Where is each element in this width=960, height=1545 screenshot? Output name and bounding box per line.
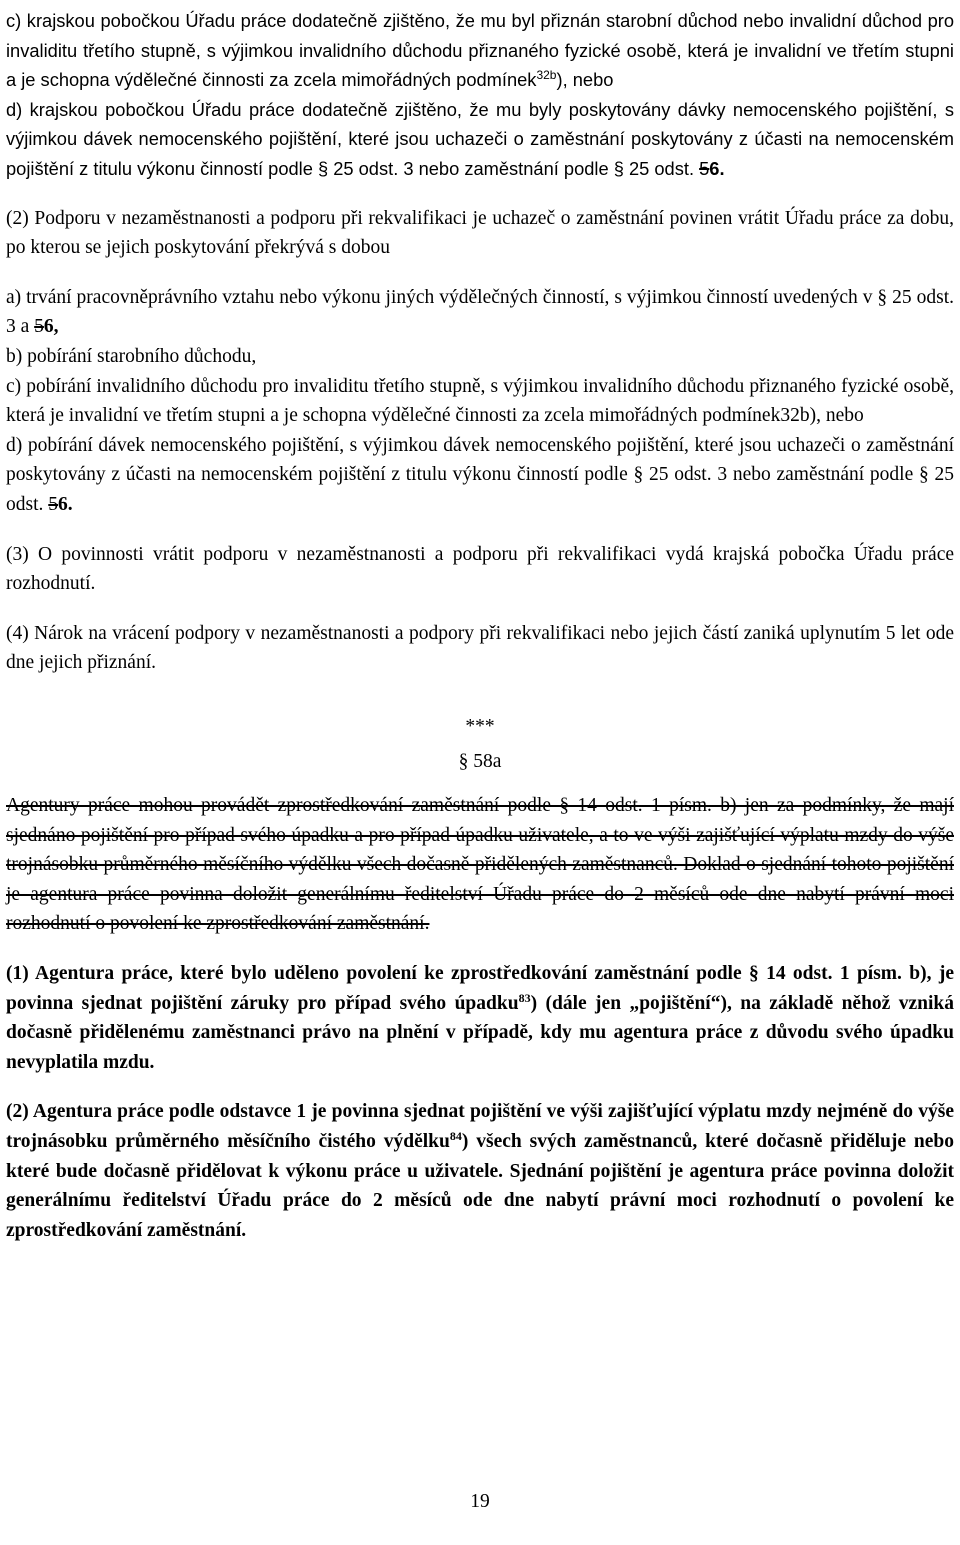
deleted-number: 5: [48, 493, 59, 515]
sec2-item-a: [6, 283, 954, 342]
section-heading: § 58a: [458, 751, 502, 773]
deleted-number: 5: [34, 316, 44, 338]
new-paragraph-2-tail: ) všech svých zaměstnanců, které dočasně přiděluje nebo které bude dočasně přidělovat k výkonu práce u uživatele. Sjednání pojištění je agentura práce povinna doložit generálnímu ředitelství Úřadu práce do 2 měsíců ode dne nabytí právní moci rozhodnutí o povolení ke zprostředkování zaměstnání.: [6, 1131, 955, 1241]
sec1-item-c-text: c) krajskou pobočkou Úřadu práce dodatečně zjištěno, že mu byl přiznán starobní důchod nebo invalidní důchod pro invaliditu třetího stupně, s výjimkou invalidního důchodu přiznaného fyzické osobě, která je invalidní ve třetím stupni a je schopna výdělečné činnosti za zcela mimořádných podmínek: [6, 10, 954, 91]
sec1-item-c-tail: ), nebo: [556, 69, 614, 91]
inserted-number: 6.: [58, 493, 73, 515]
new-paragraph-1-text: (1) Agentura práce, které bylo uděleno povolení ke zprostředkování zaměstnání podle § 14 odst. 1 písm. b), je povinna sjednat pojištění záruky pro případ svého úpadku: [6, 963, 954, 1014]
sec1-item-c: [6, 6, 954, 95]
sec1-item-d: [6, 95, 954, 184]
sec4-paragraph: (4) Nárok na vrácení podpory v nezaměstnanosti a podpory při rekvalifikaci nebo jejich částí zaniká uplynutím 5 let ode dne jejich přiznání.: [6, 622, 954, 674]
sec2-item-d: [6, 431, 954, 520]
new-paragraph-2: [6, 1097, 954, 1245]
sec2-item-d-text: d) pobírání dávek nemocenského pojištění, s výjimkou dávek nemocenského pojištění, které jsou uchazeči o zaměstnání poskytovány z účasti na nemocenském pojištění z titulu výkonu činností podle § 25 odst. 3 nebo zaměstnání podle § 25 odst.: [6, 434, 954, 515]
deleted-number: 5: [699, 157, 710, 179]
footnote-ref-84: 84: [449, 1129, 462, 1143]
inserted-number: 6.: [709, 157, 725, 179]
document-page: [6, 6, 954, 1245]
struck-paragraph: Agentury práce mohou provádět zprostředkování zaměstnání podle § 14 odst. 1 písm. b) jen za podmínky, že mají sjednáno pojištění pro případ svého úpadku a pro případ úpadku uživatele, a to ve výši zajišťující výplatu mzdy do výše trojnásobku průměrného měsíčního výdělku všech dočasně přidělených zaměstnanců. Doklad o sjednání tohoto pojištění je agentura práce povinna doložit generálnímu ředitelství Úřadu práce do 2 měsíců ode dne nabytí právní moci rozhodnutí o povolení ke zprostředkování zaměstnání.: [6, 795, 954, 935]
sec2-item-a-text: a) trvání pracovněprávního vztahu nebo výkonu jiných výdělečných činností, s výjimkou činností uvedených v § 25 odst. 3 a: [6, 286, 954, 338]
sec1-item-d-text: d) krajskou pobočkou Úřadu práce dodatečně zjištěno, že mu byly poskytovány dávky nemocenského pojištění, s výjimkou dávek nemocenského pojištění, které jsou uchazeči o zaměstnání poskytovány z účasti na nemocenském pojištění z titulu výkonu činností podle § 25 odst. 3 nebo zaměstnání podle § 25 odst.: [6, 98, 954, 179]
inserted-number: 6,: [43, 316, 59, 338]
sec2-item-b: b) pobírání starobního důchodu,: [6, 345, 257, 367]
separator-stars: ***: [465, 715, 495, 737]
footnote-ref-32b: 32b: [536, 68, 557, 83]
sec2-intro: (2) Podporu v nezaměstnanosti a podporu při rekvalifikaci je uchazeč o zaměstnání povinen vrátit Úřadu práce za dobu, po kterou se jejich poskytování překrývá s dobou: [6, 207, 954, 259]
new-paragraph-2-text: (2) Agentura práce podle odstavce 1 je povinna sjednat pojištění ve výši zajišťující výplatu mzdy nejméně do výše trojnásobku průměrného měsíčního čistého výdělku: [6, 1101, 954, 1152]
sec2-item-c: c) pobírání invalidního důchodu pro invaliditu třetího stupně, s výjimkou invalidního důchodu přiznaného fyzické osobě, která je invalidní ve třetím stupni a je schopna výdělečné činnosti za zcela mimořádných podmínek32b), nebo: [6, 375, 954, 427]
footnote-ref-83: 83: [518, 990, 531, 1005]
sec3-paragraph: (3) O povinnosti vrátit podporu v nezaměstnanosti a podporu při rekvalifikaci vydá krajská pobočka Úřadu práce rozhodnutí.: [6, 543, 954, 595]
new-paragraph-1: [6, 959, 954, 1077]
page-number: 19: [470, 1491, 490, 1512]
new-paragraph-1-tail: ) (dále jen „pojištění“), na základě něhož vzniká dočasně přidělenému zaměstnanci právo na plnění v případě, kdy mu agentura práce z důvodu svého úpadku nevyplatila mzdu.: [6, 992, 954, 1073]
